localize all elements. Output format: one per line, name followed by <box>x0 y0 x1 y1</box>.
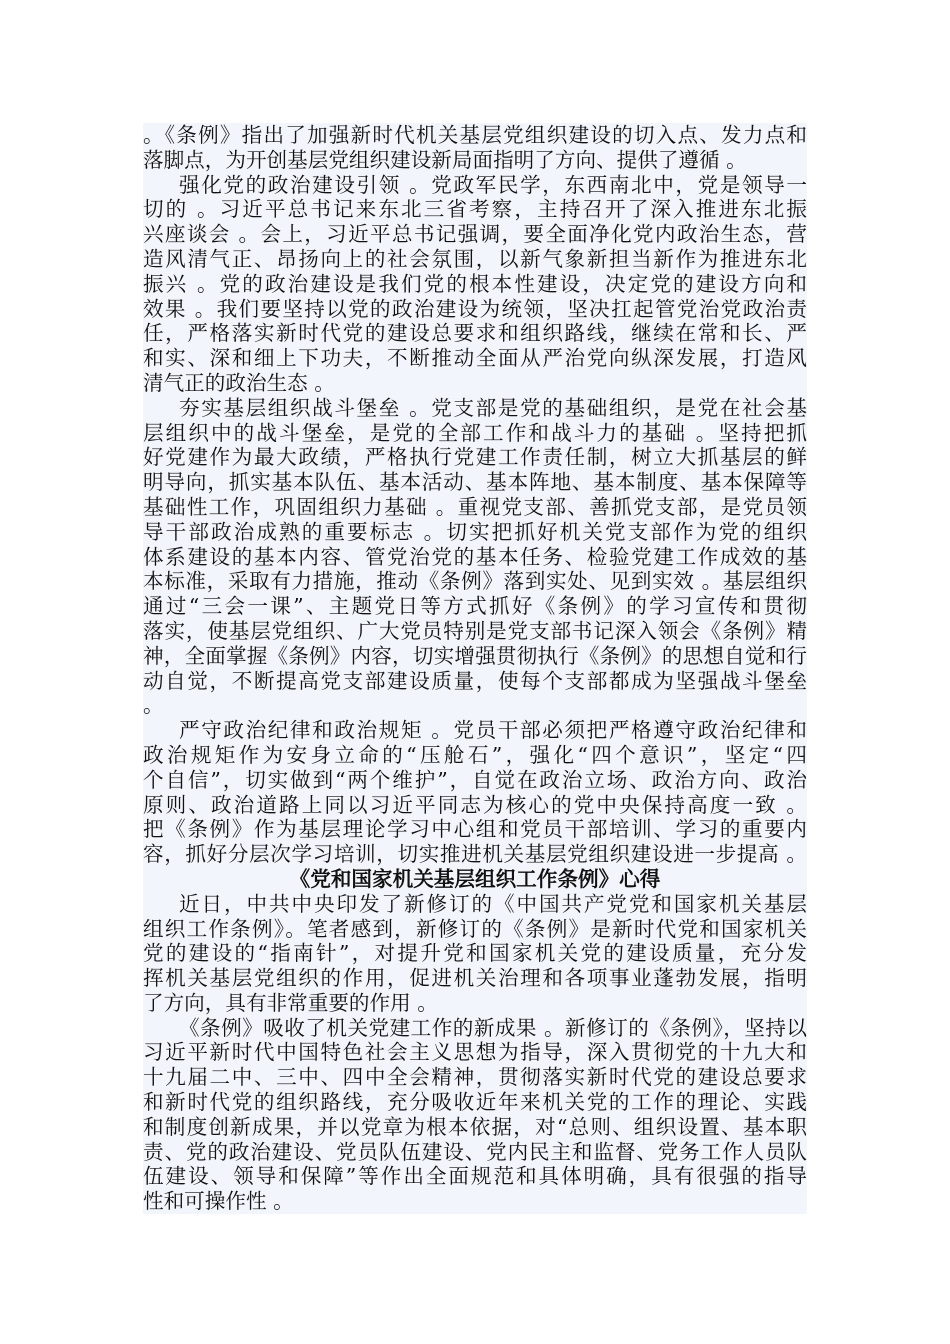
text-line: 近日，中共中央印发了新修订的《中国共产党党和国家机关基层 <box>179 891 807 916</box>
text-line: 神，全面掌握《条例》内容，切实增强贯彻执行《条例》的思想自觉和行 <box>143 643 807 668</box>
text-line: 政治规矩作为安身立命的“压舱石”，强化“四个意识”，坚定“四 <box>143 742 807 767</box>
text-line: 了方向，具有非常重要的作用 。 <box>143 990 438 1015</box>
text-line: 落实，使基层党组织、广大党员特别是党支部书记深入领会《条例》精 <box>143 618 807 643</box>
text-line: 和新时代党的组织路线，充分吸收近年来机关党的工作的理论、实践 <box>143 1090 807 1115</box>
text-line: 本标准，采取有力措施，推动《条例》落到实处、见到实效 。基层组织 <box>143 569 807 594</box>
text-line: 基础性工作，巩固组织力基础 。重视党支部、善抓党支部，是党员领 <box>143 494 807 519</box>
text-line: 党的建设的“指南针”，对提升党和国家机关党的建设质量，充分发 <box>143 941 807 966</box>
paragraph-heading-line: 严守政治纪律和政治规矩 。党员干部必须把严格遵守政治纪律和 <box>179 718 807 743</box>
document-body <box>143 123 807 1214</box>
text-line: 好党建作为最大政绩，严格执行党建工作责任制，树立大抓基层的鲜 <box>143 445 807 470</box>
text-line: 动自觉，不断提高党支部建设质量，使每个支部都成为坚强战斗堡垒 <box>143 668 807 693</box>
text-line: 明导向，抓实基本队伍、基本活动、基本阵地、基本制度、基本保障等 <box>143 470 807 495</box>
text-line: 伍建设、领导和保障”等作出全面规范和具体明确，具有很强的指导 <box>143 1164 807 1189</box>
text-line: 效果 。我们要坚持以党的政治建设为统领，坚决扛起管党治党政治责 <box>143 296 807 321</box>
text-line: 导干部政治成熟的重要标志 。切实把抓好机关党支部作为党的组织 <box>143 519 807 544</box>
text-line: 挥机关基层党组织的作用，促进机关治理和各项事业蓬勃发展，指明 <box>143 966 807 991</box>
text-line: 体系建设的基本内容、管党治党的基本任务、检验党建工作成效的基 <box>143 544 807 569</box>
text-line: 习近平新时代中国特色社会主义思想为指导，深入贯彻党的十九大和 <box>143 1040 807 1065</box>
text-line: 造风清气正、昂扬向上的社会氛围，以新气象新担当新作为推进东北 <box>143 246 807 271</box>
text-line: 切的 。习近平总书记来东北三省考察，主持召开了深入推进东北振 <box>143 197 807 222</box>
text-line: 容，抓好分层次学习培训，切实推进机关基层党组织建设进一步提高 。 <box>143 842 807 867</box>
text-line: 落脚点，为开创基层党组织建设新局面指明了方向、提供了遵循 。 <box>143 147 747 172</box>
text-line: 任，严格落实新时代党的建设总要求和组织路线，继续在常和长、严 <box>143 321 807 346</box>
text-line: 通过“三会一课”、主题党日等方式抓好《条例》的学习宣传和贯彻 <box>143 594 807 619</box>
section-title: 《党和国家机关基层组织工作条例》心得 <box>289 866 661 891</box>
text-line: 和制度创新成果，并以党章为根本依据，对“总则、组织设置、基本职 <box>143 1114 807 1139</box>
text-line: 组织工作条例》。笔者感到，新修订的《条例》是新时代党和国家机关 <box>143 916 807 941</box>
text-line: 性和可操作性 。 <box>143 1189 294 1214</box>
text-line: 十九届二中、三中、四中全会精神，贯彻落实新时代党的建设总要求 <box>143 1065 807 1090</box>
text-line: 层组织中的战斗堡垒，是党的全部工作和战斗力的基础 。坚持把抓 <box>143 420 807 445</box>
text-line: 。《条例》指出了加强新时代机关基层党组织建设的切入点、发力点和 <box>143 123 807 147</box>
text-line: 振兴 。党的政治建设是我们党的根本性建设，决定党的建设方向和 <box>143 271 807 296</box>
paragraph-heading-line: 夯实基层组织战斗堡垒 。党支部是党的基础组织，是党在社会基 <box>179 395 807 420</box>
text-line: 和实、深和细上下功夫，不断推动全面从严治党向纵深发展，打造风 <box>143 346 807 371</box>
paragraph-heading-line: 强化党的政治建设引领 。党政军民学，东西南北中，党是领导一 <box>179 172 807 197</box>
text-line: 。 <box>143 693 164 718</box>
text-line: 责、党的政治建设、党员队伍建设、党内民主和监督、党务工作人员队 <box>143 1139 807 1164</box>
text-line: 原则、政治道路上同以习近平同志为核心的党中央保持高度一致 。 <box>143 792 807 817</box>
text-line: 把《条例》作为基层理论学习中心组和党员干部培训、学习的重要内 <box>143 817 807 842</box>
text-line: 兴座谈会 。会上，习近平总书记强调，要全面净化党内政治生态，营 <box>143 222 807 247</box>
text-line: 个自信”，切实做到“两个维护”，自觉在政治立场、政治方向、政治 <box>143 767 807 792</box>
text-line: 清气正的政治生态 。 <box>143 370 335 395</box>
paragraph-heading-line: 《条例》吸收了机关党建工作的新成果 。新修订的《条例》，坚持以 <box>179 1015 807 1040</box>
